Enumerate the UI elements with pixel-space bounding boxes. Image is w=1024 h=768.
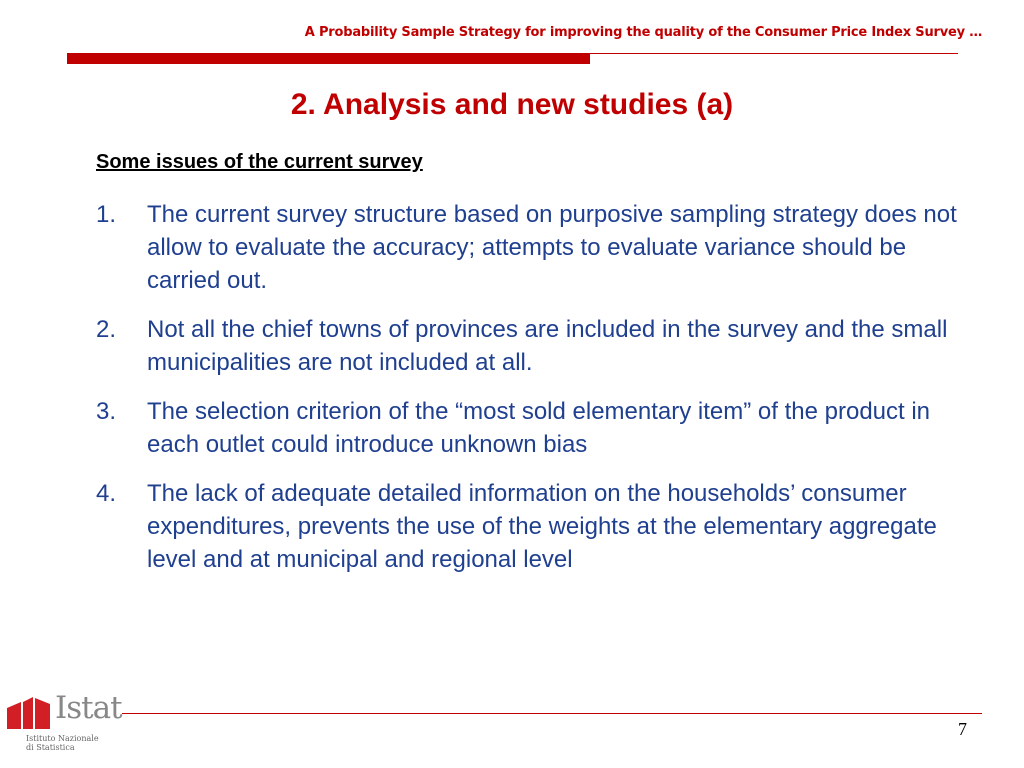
list-item-text: Not all the chief towns of provinces are included in the survey and the small municipalities are not included at all.	[147, 316, 948, 376]
list-item-number: 2.	[96, 316, 117, 343]
issues-list	[96, 198, 976, 592]
list-item	[96, 313, 976, 379]
list-item-number: 3.	[96, 398, 117, 425]
header-title: A Probability Sample Strategy for improving the quality of the Consumer Price Index Survey …	[304, 25, 982, 40]
list-item-number: 1.	[96, 201, 117, 228]
header-rule	[590, 53, 958, 54]
list-item	[96, 477, 976, 576]
header-bar	[67, 53, 590, 64]
slide-title: 2. Analysis and new studies (a)	[290, 88, 734, 121]
list-item	[96, 198, 976, 297]
logo-name: Istat	[55, 690, 122, 726]
istat-logo-mark-icon	[6, 696, 52, 730]
list-item	[96, 395, 976, 461]
footer-rule	[122, 713, 982, 714]
list-item-text: The lack of adequate detailed information on the households’ consumer expenditures, prevents the use of the weights at the elementary aggregate level and at municipal and regional level	[147, 480, 937, 573]
logo-subtitle-line: di Statistica	[26, 743, 75, 752]
istat-logo	[6, 690, 122, 760]
logo-subtitle	[26, 734, 99, 752]
list-item-number: 4.	[96, 480, 117, 507]
list-item-text: The selection criterion of the “most sold elementary item” of the product in each outlet could introduce unknown bias	[147, 398, 931, 458]
page-number: 7	[958, 719, 967, 739]
list-item-text: The current survey structure based on purposive sampling strategy does not allow to evaluate the accuracy; attempts to evaluate variance should be carried out.	[147, 201, 957, 294]
section-subtitle: Some issues of the current survey	[96, 151, 423, 173]
logo-subtitle-line: Istituto Nazionale	[26, 734, 99, 743]
